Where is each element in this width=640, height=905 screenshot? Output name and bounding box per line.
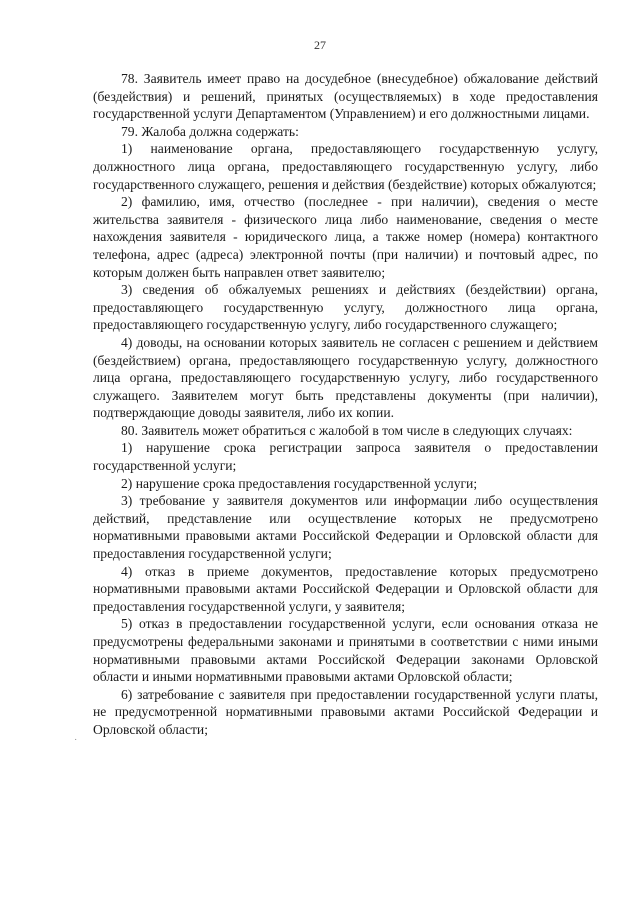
paragraph-80-item-5: 5) отказ в предоставлении государственной услуги, если основания отказа не предусмотрены федеральными законами и принятыми в соответствии с ними иными нормативными правовыми актами Российской Федерации законами Орловской области и иными нормативными правовыми актами Орловской области; xyxy=(93,616,598,685)
paragraph-79: 79. Жалоба должна содержать: xyxy=(121,123,299,139)
paragraph-79-item-2: 2) фамилию, имя, отчество (последнее - при наличии), сведения о месте жительства заявителя - физического лица либо наименование, сведения о месте нахождения заявителя - юридического лица, а также номер (номера) контактного телефона, адрес (адреса) электронной почты (при наличии) и почтовый адрес, по которым должен быть направлен ответ заявителю; xyxy=(93,194,598,280)
margin-mark: ˙ xyxy=(74,738,78,749)
paragraph-80-item-3: 3) требование у заявителя документов или информации либо осуществления действий, представление или осуществление которых не предусмотрено нормативными правовыми актами Российской Федерации и Орловской области для предоставления государственной услуги; xyxy=(93,493,598,562)
paragraph-80-item-6: 6) затребование с заявителя при предоставлении государственной услуги платы, не предусмотренной нормативными правовыми актами Российской Федерации и Орловской области; xyxy=(93,686,598,737)
paragraph-80-item-2: 2) нарушение срока предоставления государственной услуги; xyxy=(121,475,478,491)
paragraph-79-item-1: 1) наименование органа, предоставляющего государственную услугу, должностного лица органа, предоставляющего государственную услугу, либо государственного служащего, решения и действия (бездействие) которых обжалуются; xyxy=(93,141,598,192)
document-body xyxy=(93,70,598,739)
paragraph-80-item-1: 1) нарушение срока регистрации запроса заявителя о предоставлении государственной услуги; xyxy=(93,440,598,474)
paragraph-78: 78. Заявитель имеет право на досудебное (внесудебное) обжалование действий (бездействия) и решений, принятых (осуществляемых) в ходе предоставления государственной услуги Департаментом (Управлением) и его должностными лицами. xyxy=(93,71,598,122)
paragraph-79-item-3: 3) сведения об обжалуемых решениях и действиях (бездействии) органа, предоставляющего государственную услугу, должностного лица органа, предоставляющего государственную услугу, либо государственного служащего; xyxy=(93,282,598,333)
paragraph-80: 80. Заявитель может обратиться с жалобой в том числе в следующих случаях: xyxy=(121,422,573,438)
paragraph-79-item-4: 4) доводы, на основании которых заявитель не согласен с решением и действием (бездействием) органа, предоставляющего государственную услугу, должностного лица органа, предоставляющего государственную услугу, либо государственного служащего. Заявителем могут быть представлены документы (при наличии), подтверждающие доводы заявителя, либо их копии. xyxy=(93,334,598,421)
page-number: 27 xyxy=(314,38,326,52)
paragraph-80-item-4: 4) отказ в приеме документов, предоставление которых предусмотрено нормативными правовыми актами Российской Федерации и Орловской области для предоставления государственной услуги, у заявителя; xyxy=(93,563,598,614)
